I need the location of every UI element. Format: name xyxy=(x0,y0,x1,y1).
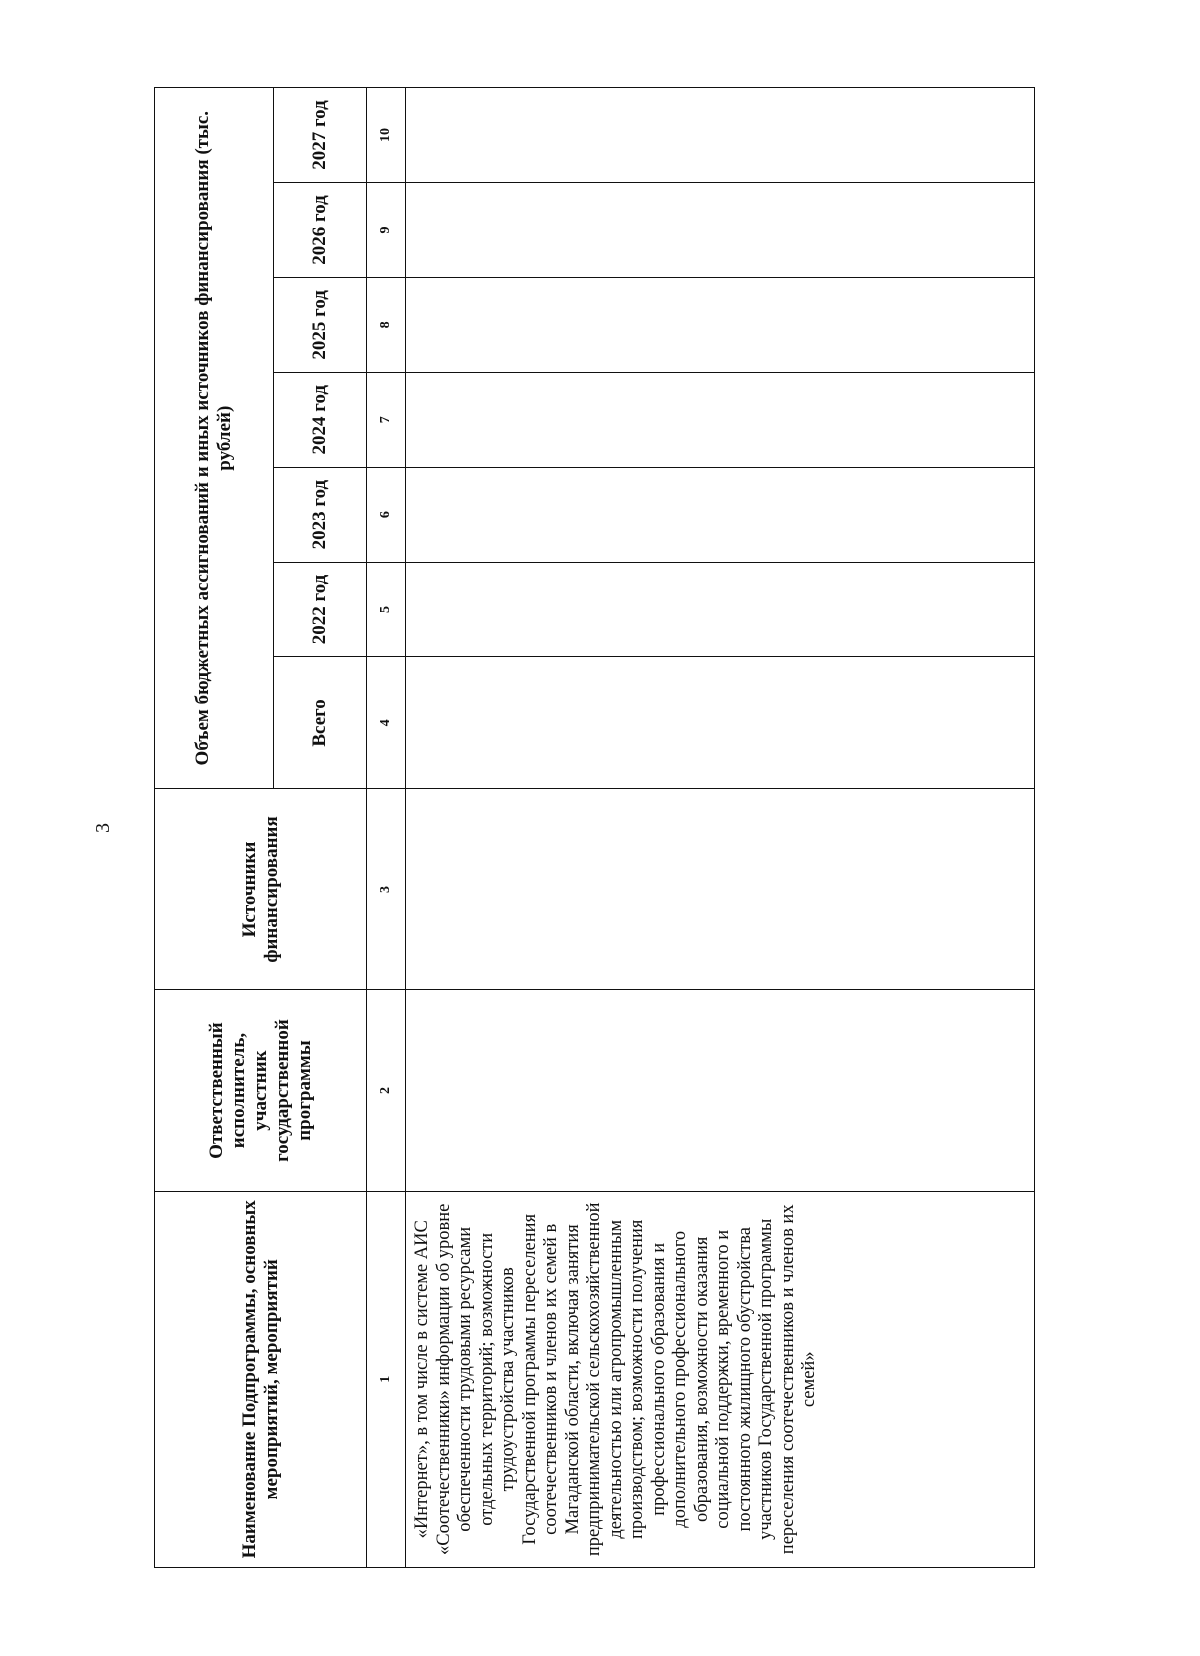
cell-2027 xyxy=(406,88,1035,183)
cell-funding-source xyxy=(406,789,1035,990)
table-row xyxy=(406,88,1035,1568)
column-number: 1 xyxy=(367,1191,406,1567)
header-year-2023: 2023 год xyxy=(274,467,367,562)
cell-2026 xyxy=(406,183,1035,278)
column-number: 6 xyxy=(367,467,406,562)
header-executor: Ответственный исполнитель, участник государственной программы xyxy=(155,990,367,1191)
financing-table-area xyxy=(154,87,1035,1568)
cell-2023 xyxy=(406,467,1035,562)
financing-table xyxy=(154,87,1035,1568)
cell-2022 xyxy=(406,562,1035,657)
page-number: 3 xyxy=(92,823,114,833)
column-number-row xyxy=(367,88,406,1568)
header-funding-sources: Источники финансирования xyxy=(155,789,367,990)
header-year-2024: 2024 год xyxy=(274,372,367,467)
cell-2024 xyxy=(406,372,1035,467)
column-number: 3 xyxy=(367,789,406,990)
header-budget-volume: Объем бюджетных ассигнований и иных источников финансирования (тыс. рублей) xyxy=(155,88,274,789)
header-year-2027: 2027 год xyxy=(274,88,367,183)
header-program-name: Наименование Подпрограммы, основных мероприятий, мероприятий xyxy=(155,1191,367,1567)
column-number: 7 xyxy=(367,372,406,467)
cell-2025 xyxy=(406,277,1035,372)
cell-executor xyxy=(406,990,1035,1191)
cell-program-name: «Интернет», в том числе в системе АИС «Соотечественники» информации об уровне обеспеченности трудовыми ресурсами отдельных территорий; возможности трудоустройства участников Государственной программы переселения соотечественников и членов их семей в Магаданской области, включая занятия предпринимательской сельскохозяйственной деятельностью или агропромышленным производством; возможности получения профессионального образования и дополнительного профессионального образования, возможности оказания социальной поддержки, временного и постоянного жилищного обустройства участников Государственной программы переселения соотечественников и членов их семей» xyxy=(406,1191,1035,1567)
header-total: Всего xyxy=(274,657,367,789)
column-number: 4 xyxy=(367,657,406,789)
header-year-2022: 2022 год xyxy=(274,562,367,657)
column-number: 10 xyxy=(367,88,406,183)
column-number: 9 xyxy=(367,183,406,278)
cell-total xyxy=(406,657,1035,789)
header-year-2025: 2025 год xyxy=(274,277,367,372)
header-year-2026: 2026 год xyxy=(274,183,367,278)
column-number: 5 xyxy=(367,562,406,657)
column-number: 2 xyxy=(367,990,406,1191)
column-number: 8 xyxy=(367,277,406,372)
